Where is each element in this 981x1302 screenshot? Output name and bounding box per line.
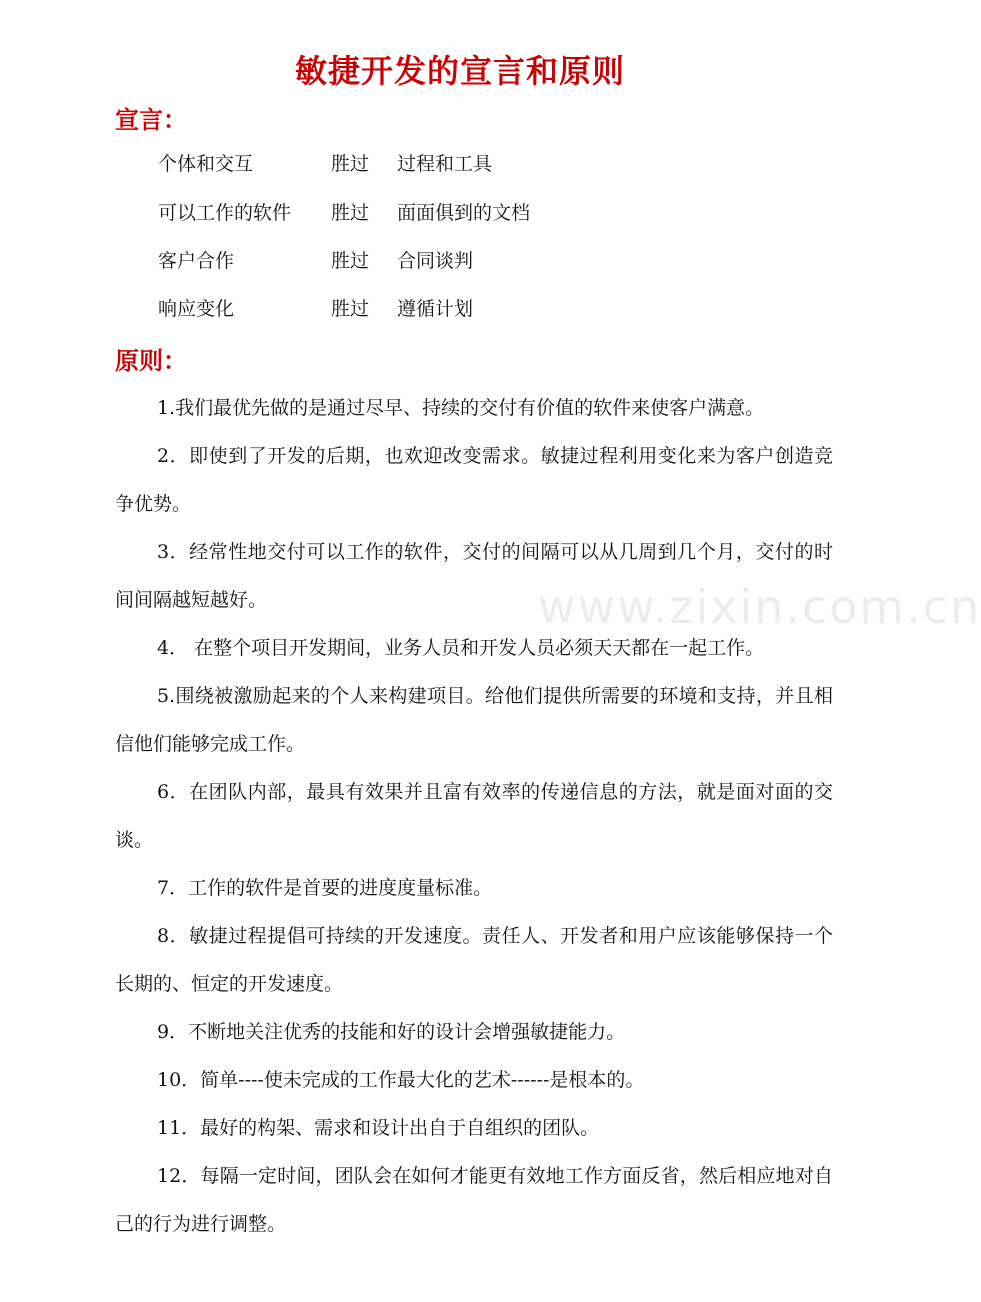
principle-item: 10．简单----使未完成的工作最大化的艺术------是根本的。 bbox=[157, 1069, 645, 1091]
principles-list bbox=[115, 384, 833, 1248]
principle-item: 9．不断地关注优秀的技能和好的设计会增强敏捷能力。 bbox=[157, 1021, 626, 1043]
principle-item: 6．在团队内部，最具有效果并且富有效率的传递信息的方法，就是面对面的交谈。 bbox=[115, 781, 833, 851]
manifesto-over: 胜过 bbox=[331, 202, 370, 224]
manifesto-value-right: 过程和工具 bbox=[397, 153, 493, 175]
manifesto-value-right: 遵循计划 bbox=[397, 298, 474, 320]
principle-item: 12．每隔一定时间，团队会在如何才能更有效地工作方面反省，然后相应地对自己的行为进行调整。 bbox=[115, 1165, 833, 1235]
principle-item: 5.围绕被激励起来的个人来构建项目。给他们提供所需要的环境和支持，并且相信他们能够完成工作。 bbox=[115, 685, 833, 755]
principle-item: 1.我们最优先做的是通过尽早、持续的交付有价值的软件来使客户满意。 bbox=[157, 397, 765, 419]
page-title: 敏捷开发的宣言和原则 bbox=[294, 52, 625, 90]
principle-item: 3．经常性地交付可以工作的软件，交付的间隔可以从几周到几个月，交付的时间间隔越短越好。 bbox=[115, 541, 833, 611]
manifesto-value-right: 面面俱到的文档 bbox=[397, 202, 531, 224]
principle-item: 7．工作的软件是首要的进度度量标准。 bbox=[157, 877, 493, 899]
manifesto-over: 胜过 bbox=[331, 153, 370, 175]
principle-item: 2．即使到了开发的后期，也欢迎改变需求。敏捷过程利用变化来为客户创造竞争优势。 bbox=[115, 445, 833, 515]
manifesto-over: 胜过 bbox=[331, 250, 370, 272]
manifesto-value-left: 可以工作的软件 bbox=[158, 202, 292, 224]
manifesto-over: 胜过 bbox=[331, 298, 370, 320]
principles-heading: 原则： bbox=[115, 346, 187, 375]
principle-item: 8．敏捷过程提倡可持续的开发速度。责任人、开发者和用户应该能够保持一个长期的、恒定的开发速度。 bbox=[115, 925, 833, 995]
principle-item: 4． 在整个项目开发期间，业务人员和开发人员必须天天都在一起工作。 bbox=[157, 637, 765, 659]
manifesto-value-left: 客户合作 bbox=[158, 250, 235, 272]
watermark: www.zixin.com.cn bbox=[538, 580, 981, 634]
manifesto-value-left: 个体和交互 bbox=[158, 153, 254, 175]
manifesto-value-left: 响应变化 bbox=[158, 298, 235, 320]
manifesto-heading: 宣言： bbox=[115, 105, 187, 134]
principle-item: 11．最好的构架、需求和设计出自于自组织的团队。 bbox=[157, 1117, 600, 1139]
manifesto-value-right: 合同谈判 bbox=[397, 250, 474, 272]
